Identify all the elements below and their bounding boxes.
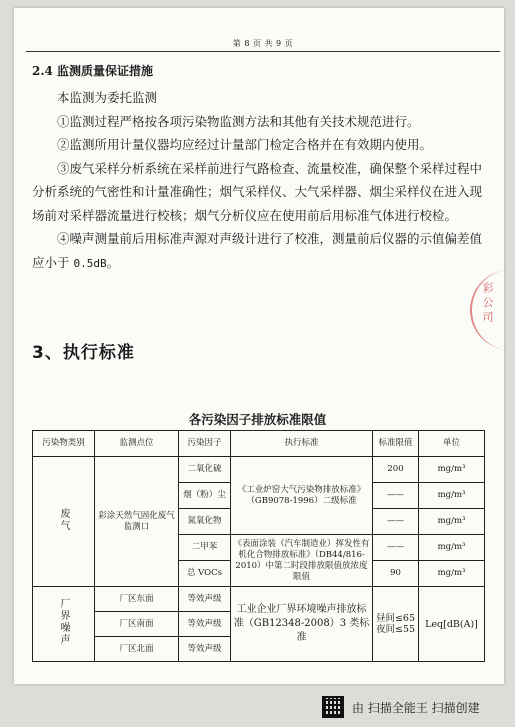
column-header: 执行标准 — [231, 431, 373, 457]
limit-cell: 200 — [373, 457, 419, 483]
section-intro: 本监测为委托监测 — [57, 90, 158, 105]
column-header: 监测点位 — [95, 431, 179, 457]
location-cell: 厂区北面 — [95, 637, 179, 662]
standard-cell: 工业企业厂界环境噪声排放标准（GB12348-2008）3 类标准 — [231, 587, 373, 662]
scanner-footer — [322, 694, 480, 720]
column-header: 污染因子 — [179, 431, 231, 457]
standard-cell: 《工业炉窑大气污染物排放标准》（GB9078-1996）二级标准 — [231, 457, 373, 535]
unit-cell: mg/m³ — [419, 457, 485, 483]
limit-cell: —— — [373, 483, 419, 509]
list-item-text: ④噪声测量前后用标准声源对声级计进行了校准，测量前后仪器的示值偏差值应小于 — [32, 231, 483, 270]
limit-cell: —— — [373, 535, 419, 561]
list-item — [32, 227, 484, 275]
header-divider — [26, 51, 500, 52]
category-cell: 厂界噪声 — [33, 587, 95, 662]
standards-table — [32, 430, 485, 662]
section-body — [32, 86, 484, 275]
limit-cell: —— — [373, 509, 419, 535]
footer-text: 由 扫描全能王 扫描创建 — [352, 700, 480, 715]
factor-cell: 等效声级 — [179, 637, 231, 662]
table-row — [33, 587, 485, 612]
unit-cell: mg/m³ — [419, 535, 485, 561]
qr-code-icon — [322, 696, 344, 718]
standard-cell: 《表面涂装（汽车制造业）挥发性有机化合物排放标准》（DB44/816-2010）中第二时段排放限值放浓度限值 — [231, 535, 373, 587]
column-header: 单位 — [419, 431, 485, 457]
factor-cell: 氮氧化物 — [179, 509, 231, 535]
list-item: ②监测所用计量仪器均应经过计量部门检定合格并在有效期内使用。 — [57, 137, 433, 152]
factor-cell: 烟（粉）尘 — [179, 483, 231, 509]
factor-cell: 二氧化硫 — [179, 457, 231, 483]
unit-cell: mg/m³ — [419, 561, 485, 587]
table-header-row — [33, 431, 485, 457]
limit-cell: 昼间≤65 夜间≤55 — [373, 587, 419, 662]
unit-cell: mg/m³ — [419, 509, 485, 535]
table-row — [33, 457, 485, 483]
chapter-title: 3、执行标准 — [32, 343, 135, 363]
page-number: 第 8 页 共 9 页 — [232, 39, 294, 48]
location-cell: 厂区东面 — [95, 587, 179, 612]
list-item: ③废气采样分析系统在采样前进行气路检查、流量校准，确保整个采样过程中分析系统的气密性和计量准确性；烟气采样仪、大气采样器、烟尘采样仪在进入现场前对采样器流量进行校核；烟气分析仪应在使用前后用标准气体进行校检。 — [32, 160, 483, 223]
factor-cell: 等效声级 — [179, 587, 231, 612]
unit-cell: Leq[dB(A)] — [419, 587, 485, 662]
list-item: ①监测过程严格按各项污染物监测方法和其他有关技术规范进行。 — [57, 113, 420, 129]
factor-cell: 总 VOCs — [179, 561, 231, 587]
section-title: 2.4 监测质量保证措施 — [32, 64, 154, 78]
limit-cell: 90 — [373, 561, 419, 587]
column-header: 污染物类别 — [33, 431, 95, 457]
unit-cell: mg/m³ — [419, 483, 485, 509]
list-item-end: 。 — [106, 254, 120, 270]
list-item-value: 0.5dB — [73, 256, 107, 270]
seal-text: 彩 公 司 — [481, 282, 494, 322]
category-cell: 废气 — [33, 457, 95, 587]
factor-cell: 等效声级 — [179, 612, 231, 637]
location-cell: 厂区南面 — [95, 612, 179, 637]
location-cell: 彩涂天然气固化废气监测口 — [95, 457, 179, 587]
factor-cell: 二甲苯 — [179, 535, 231, 561]
column-header: 标准限值 — [373, 431, 419, 457]
table-title: 各污染因子排放标准限值 — [188, 412, 327, 427]
